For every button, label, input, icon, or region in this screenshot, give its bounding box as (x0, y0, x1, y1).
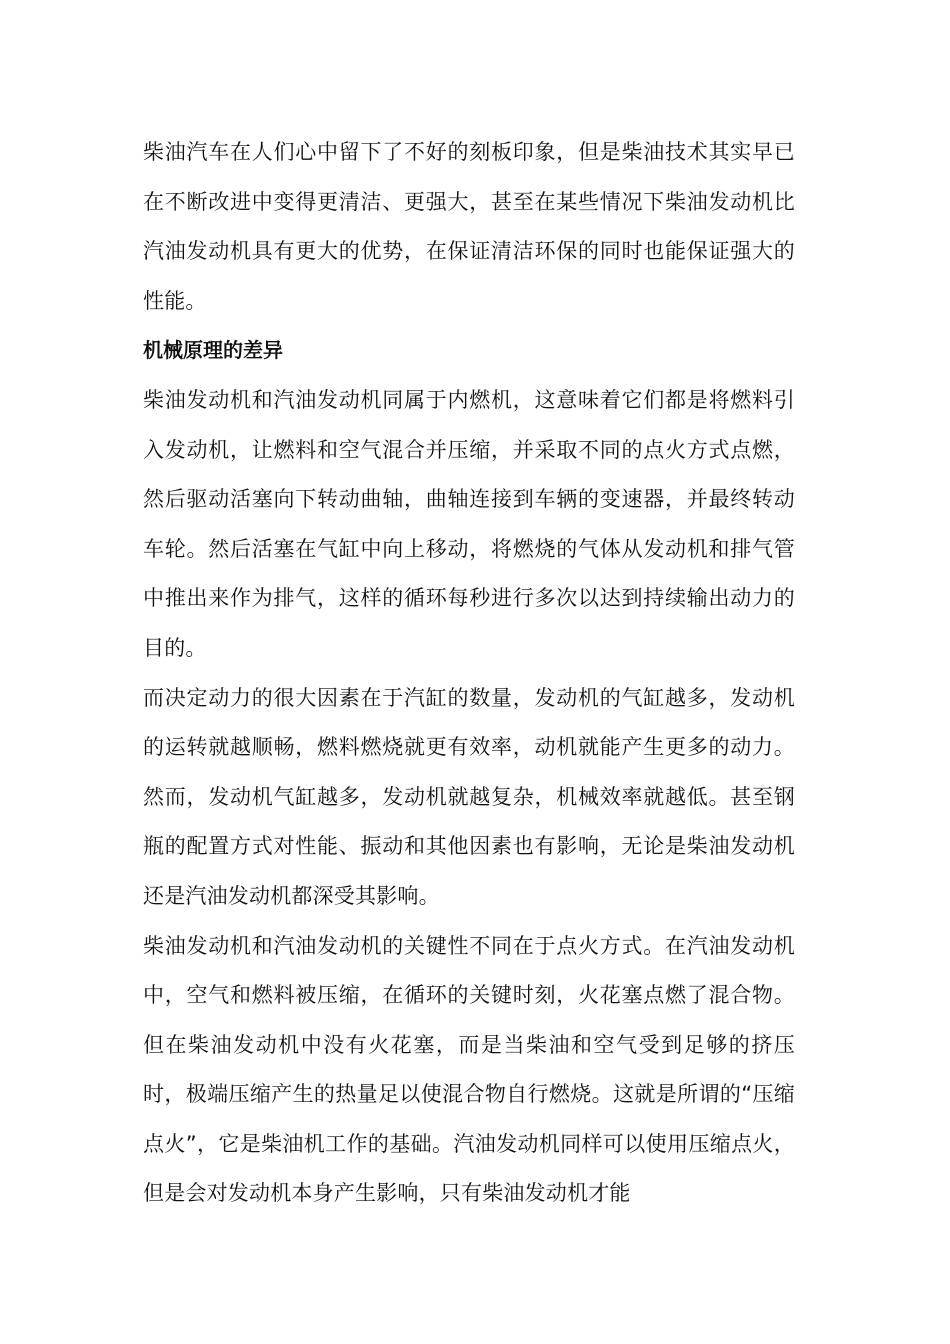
ignition-paragraph: 柴油发动机和汽油发动机的关键性不同在于点火方式。在汽油发动机中，空气和燃料被压缩，在循环的关键时刻，火花塞点燃了混合物。但在柴油发动机中没有火花塞，而是当柴油和空气受到足够的挤压时，极端压缩产生的热量足以使混合物自行燃烧。这就是所谓的“压缩点火”，它是柴油机工作的基础。汽油发动机同样可以使用压缩点火，但是会对发动机本身产生影响，只有柴油发动机才能 (143, 933, 795, 1206)
cylinder-paragraph: 而决定动力的很大因素在于汽缸的数量，发动机的气缸越多，发动机的运转就越顺畅，燃料燃烧就更有效率，动机就能产生更多的动力。然而，发动机气缸越多，发动机就越复杂，机械效率就越低。甚至钢瓶的配置方式对性能、振动和其他因素也有影响，无论是柴油发动机还是汽油发动机都深受其影响。 (143, 685, 795, 908)
mechanism-paragraph: 柴油发动机和汽油发动机同属于内燃机，这意味着它们都是将燃料引入发动机，让燃料和空气混合并压缩，并采取不同的点火方式点燃，然后驱动活塞向下转动曲轴，曲轴连接到车辆的变速器，并最终转动车轮。然后活塞在气缸中向上移动，将燃烧的气体从发动机和排气管中推出来作为排气，这样的循环每秒进行多次以达到持续输出动力的目的。 (143, 387, 795, 660)
section-heading: 机械原理的差异 (143, 338, 283, 363)
intro-paragraph: 柴油汽车在人们心中留下了不好的刻板印象，但是柴油技术其实早已在不断改进中变得更清洁、更强大，甚至在某些情况下柴油发动机比汽油发动机具有更大的优势，在保证清洁环保的同时也能保证强大的性能。 (143, 140, 795, 313)
document-page (143, 128, 795, 1219)
